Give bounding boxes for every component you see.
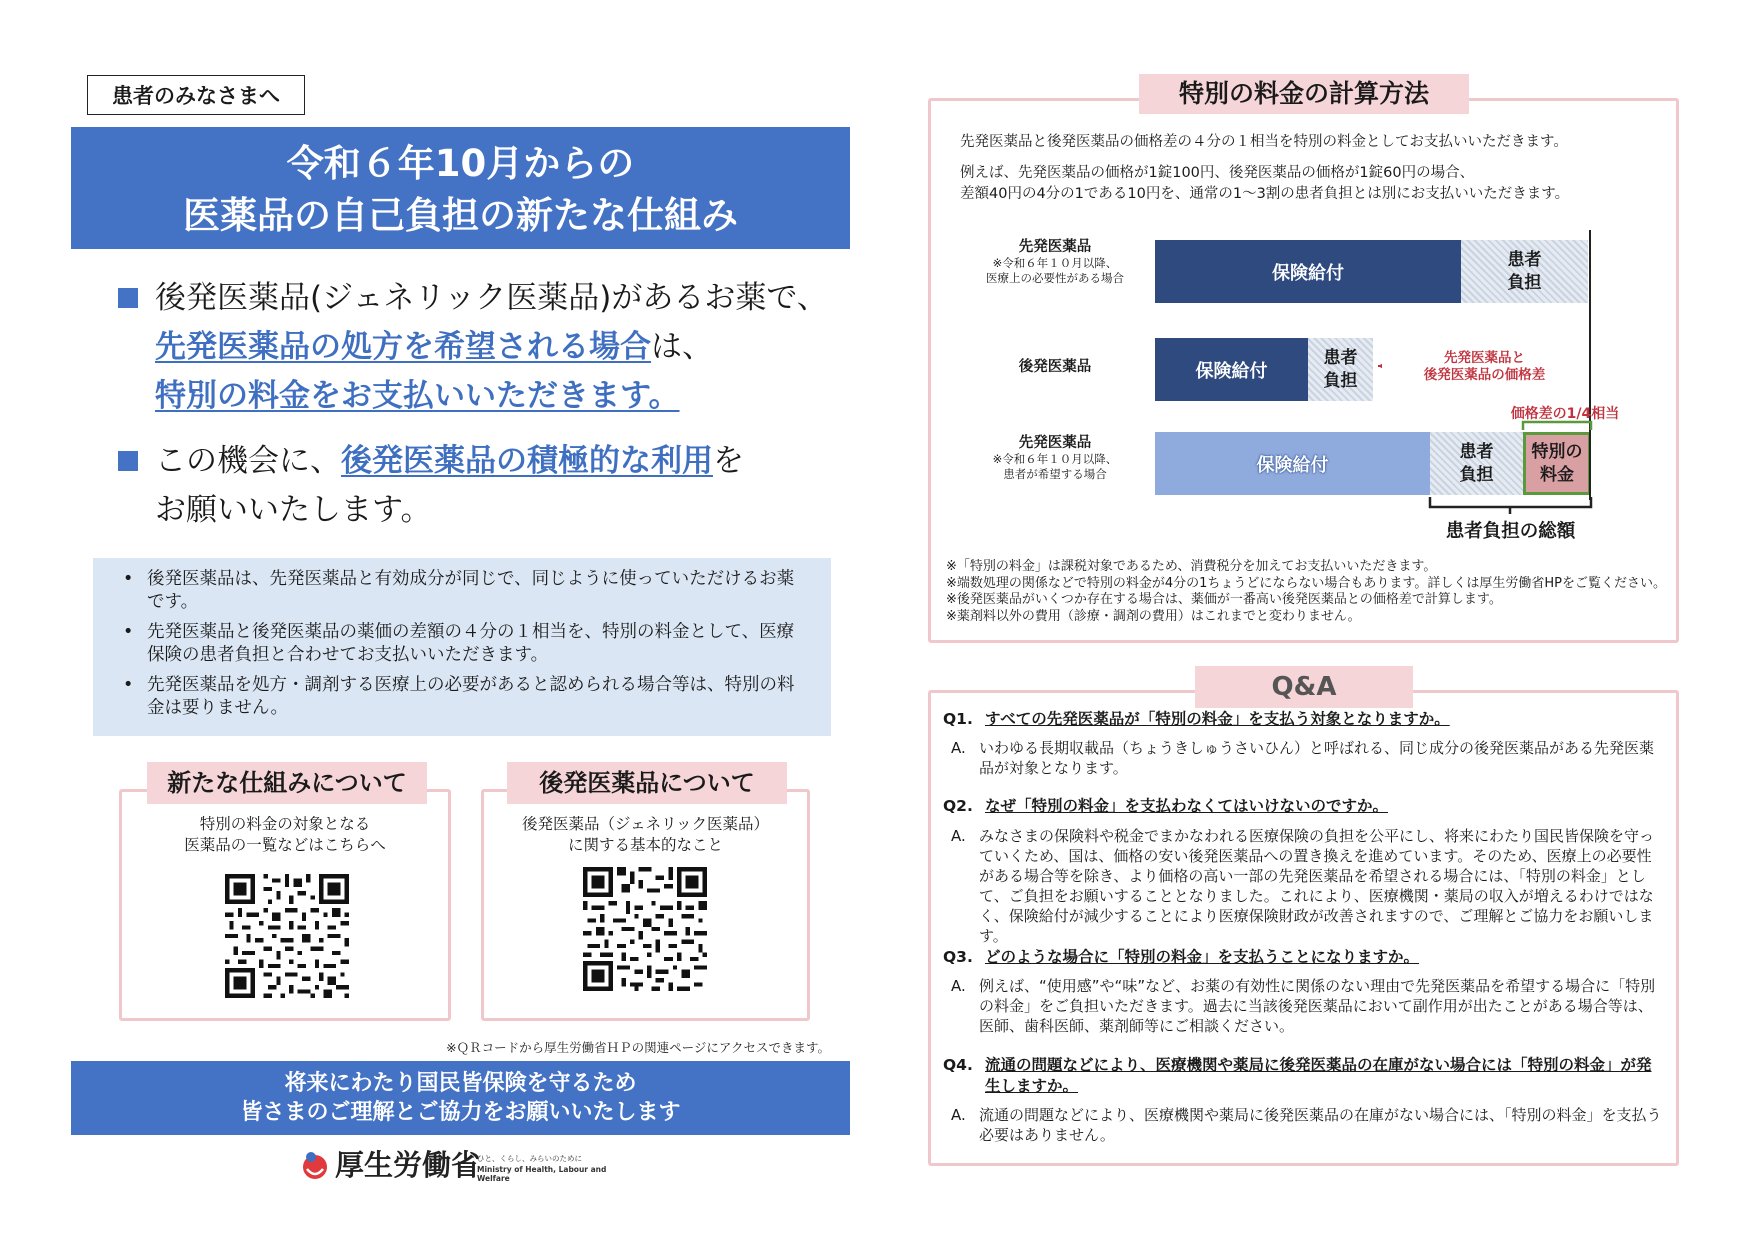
price-diff-label bbox=[1382, 350, 1587, 384]
bullet-2-line2: お願いいたします。 bbox=[155, 492, 432, 528]
q3-number: Q3. bbox=[943, 948, 973, 966]
quarter-label: 価格差の1/4相当 bbox=[1510, 406, 1620, 422]
row3-patient-line1: 患者 bbox=[1459, 441, 1494, 462]
calc-note: ※「特別の料金」は課税対象であるため、消費税分を加えてお支払いいただきます。 bbox=[946, 559, 1437, 574]
audience-label: 患者のみなさまへ bbox=[87, 75, 305, 115]
hero-title-line2: 医薬品の自己負担の新たな仕組み bbox=[183, 194, 738, 237]
q2-number: Q2. bbox=[943, 797, 973, 815]
note-item: • 先発医薬品と後発医薬品の薬価の差額の４分の１相当を、特別の料金として、医療保険の患者負担と合わせてお支払いいただきます。 bbox=[123, 621, 811, 666]
bullet-1-line1: 後発医薬品(ジェネリック医薬品)があるお薬で、 bbox=[155, 280, 828, 316]
calc-text-1: 先発医薬品と後発医薬品の価格差の４分の１相当を特別の料金としてお支払いいただきます。 bbox=[960, 134, 1568, 150]
special-fee-line1: 特別の bbox=[1531, 441, 1583, 462]
price-diff-line1: 先発医薬品と bbox=[1444, 350, 1525, 366]
q1-text: すべての先発医薬品が「特別の料金」を支払う対象となりますか。 bbox=[985, 710, 1450, 728]
q2-question bbox=[943, 796, 1388, 817]
answer-mark: A. bbox=[951, 827, 966, 845]
row3-title: 先発医薬品 bbox=[1018, 435, 1092, 451]
answer-mark: A. bbox=[951, 1106, 966, 1124]
note-item: • 先発医薬品を処方・調剤する医療上の必要があると認められる場合等は、特別の料金は要りません。 bbox=[123, 674, 811, 719]
q2-text: なぜ「特別の料金」を支払わなくてはいけないのですか。 bbox=[985, 797, 1389, 815]
q3-question bbox=[943, 947, 1419, 968]
q3-text: どのような場合に「特別の料金」を支払うことになりますか。 bbox=[985, 948, 1420, 966]
row1-sub1: ※令和６年１０月以降、 bbox=[992, 256, 1118, 270]
footer-banner-line1: 将来にわたり国民皆保険を守るため bbox=[284, 1071, 637, 1096]
row1-sub2: 医療上の必要性がある場合 bbox=[986, 271, 1124, 285]
note-item: • 後発医薬品は、先発医薬品と有効成分が同じで、同じように使っていただけるお薬です。 bbox=[123, 568, 811, 613]
bullet-2-pre: この機会に、 bbox=[155, 443, 341, 479]
bullet-2-rest: を bbox=[713, 443, 744, 479]
ministry-name: 厚生労働省 bbox=[335, 1148, 481, 1182]
q1-answer bbox=[951, 738, 1665, 778]
q4-answer bbox=[951, 1105, 1665, 1145]
total-label: 患者負担の総額 bbox=[1445, 521, 1576, 542]
total-bracket bbox=[1430, 497, 1591, 507]
calc-note: ※端数処理の関係などで特別の料金が4分の1ちょうどにならない場合もあります。詳しくは厚生労働省HPをご覧ください。 bbox=[946, 575, 1667, 591]
q4-text: 流通の問題などにより、医療機関や薬局に後発医薬品の在庫がない場合には「特別の料金」が発生しますか。 bbox=[985, 1056, 1652, 1095]
row2-patient-line1: 患者 bbox=[1323, 347, 1358, 368]
footer-banner-line2: 皆さまのご理解とご協力をお願いいたします bbox=[240, 1100, 681, 1125]
price-diff-line2: 後発医薬品の価格差 bbox=[1423, 367, 1546, 383]
ministry-tagline-en: Ministry of Health, Labour and Welfare bbox=[477, 1165, 607, 1183]
highlight-brand-prescription: 先発医薬品の処方を希望される場合 bbox=[155, 329, 651, 365]
calc-notes bbox=[946, 559, 1666, 625]
answer-mark: A. bbox=[951, 977, 966, 995]
row1-patient-line1: 患者 bbox=[1507, 249, 1542, 270]
quarter-bracket bbox=[1523, 422, 1591, 430]
row2-title: 後発医薬品 bbox=[1018, 359, 1092, 375]
highlight-generic-use: 後発医薬品の積極的な利用 bbox=[341, 443, 713, 479]
q4-number: Q4. bbox=[943, 1056, 973, 1074]
q3-answer bbox=[951, 976, 1665, 1036]
row1-insurance-bar: 保険給付 bbox=[1155, 240, 1461, 303]
generic-info-label: 後発医薬品について bbox=[507, 762, 787, 804]
generic-info-desc-line1: 後発医薬品（ジェネリック医薬品） bbox=[521, 815, 770, 833]
row1-title: 先発医薬品 bbox=[1018, 239, 1092, 255]
calc-text-2: 例えば、先発医薬品の価格が1錠100円、後発医薬品の価格が1錠60円の場合、 bbox=[960, 165, 1475, 181]
generic-info-desc-line2: に関する基本的なこと bbox=[567, 836, 723, 854]
ministry-tagline-ja: ひと、くらし、みらいのために bbox=[477, 1154, 582, 1163]
calc-note: ※後発医薬品がいくつか存在する場合は、薬価が一番高い後発医薬品との価格差で計算します。 bbox=[946, 592, 1502, 607]
q4-question bbox=[943, 1055, 1663, 1097]
row2-patient-line2: 負担 bbox=[1323, 370, 1358, 391]
row3-sub1: ※令和６年１０月以降、 bbox=[992, 452, 1118, 466]
row3-insurance-bar: 保険給付 bbox=[1155, 432, 1430, 495]
row3-patient-line2: 負担 bbox=[1459, 464, 1494, 485]
row1-patient-line2: 負担 bbox=[1507, 272, 1542, 293]
q2-answer-text: みなさまの保険料や税金でまかなわれる医療保険の負担を公平にし、将来にわたり国民皆保険を守っていくため、国は、価格の安い後発医薬品への置き換えを進めています。そのため、医療上の必要性がある場合等を除き、より価格の高い一部の先発医薬品を希望される場合には、「特別の料金」として、ご負担をお願いすることとなりました。これにより、医療機関・薬局の収入が増えるわけではなく、保険給付が減少することにより医療保険財政が改善されますので、ご理解とご協力をお願いします。 bbox=[979, 827, 1655, 945]
highlight-special-fee: 特別の料金をお支払いいただきます。 bbox=[155, 378, 680, 414]
row3-sub2: 患者が希望する場合 bbox=[1003, 467, 1107, 481]
answer-mark: A. bbox=[951, 739, 966, 757]
q2-answer bbox=[951, 826, 1665, 946]
q1-number: Q1. bbox=[943, 710, 973, 728]
q4-answer-text: 流通の問題などにより、医療機関や薬局に後発医薬品の在庫がない場合には、「特別の料金」を支払う必要はありません。 bbox=[979, 1106, 1662, 1144]
special-fee-line2: 料金 bbox=[1540, 464, 1574, 485]
q3-answer-text: 例えば、“使用感”や“味”など、お薬の有効性に関係のない理由で先発医薬品を希望する場合に「特別の料金」をご負担いただきます。過去に当該後発医薬品において副作用が出たことがある場合等は、医師、歯科医師、薬剤師等にご相談ください。 bbox=[979, 977, 1656, 1035]
system-info-label: 新たな仕組みについて bbox=[147, 762, 427, 804]
row2-insurance-bar: 保険給付 bbox=[1155, 338, 1308, 401]
qa-section-title: Q&A bbox=[1195, 666, 1413, 708]
q1-question bbox=[943, 709, 1450, 730]
q1-answer-text: いわゆる長期収載品（ちょうきしゅうさいひん）と呼ばれる、同じ成分の後発医薬品がある先発医薬品が対象となります。 bbox=[979, 739, 1655, 777]
hero-title-line1: 令和６年10月からの bbox=[286, 142, 635, 185]
calc-note: ※薬剤料以外の費用（診療・調剤の費用）はこれまでと変わりません。 bbox=[946, 608, 1361, 624]
qr-note: ※ＱＲコードから厚生労働省ＨＰの関連ページにアクセスできます。 bbox=[446, 1040, 830, 1055]
calc-text-3: 差額40円の4分の1である10円を、通常の1～3割の患者負担とは別にお支払いいただきます。 bbox=[960, 186, 1570, 202]
system-info-desc-line2: 医薬品の一覧などはこちらへ bbox=[184, 836, 386, 854]
calc-section-title: 特別の料金の計算方法 bbox=[1139, 74, 1469, 114]
system-info-desc-line1: 特別の料金の対象となる bbox=[199, 815, 371, 833]
bullet-1-line2-rest: は、 bbox=[651, 329, 713, 365]
